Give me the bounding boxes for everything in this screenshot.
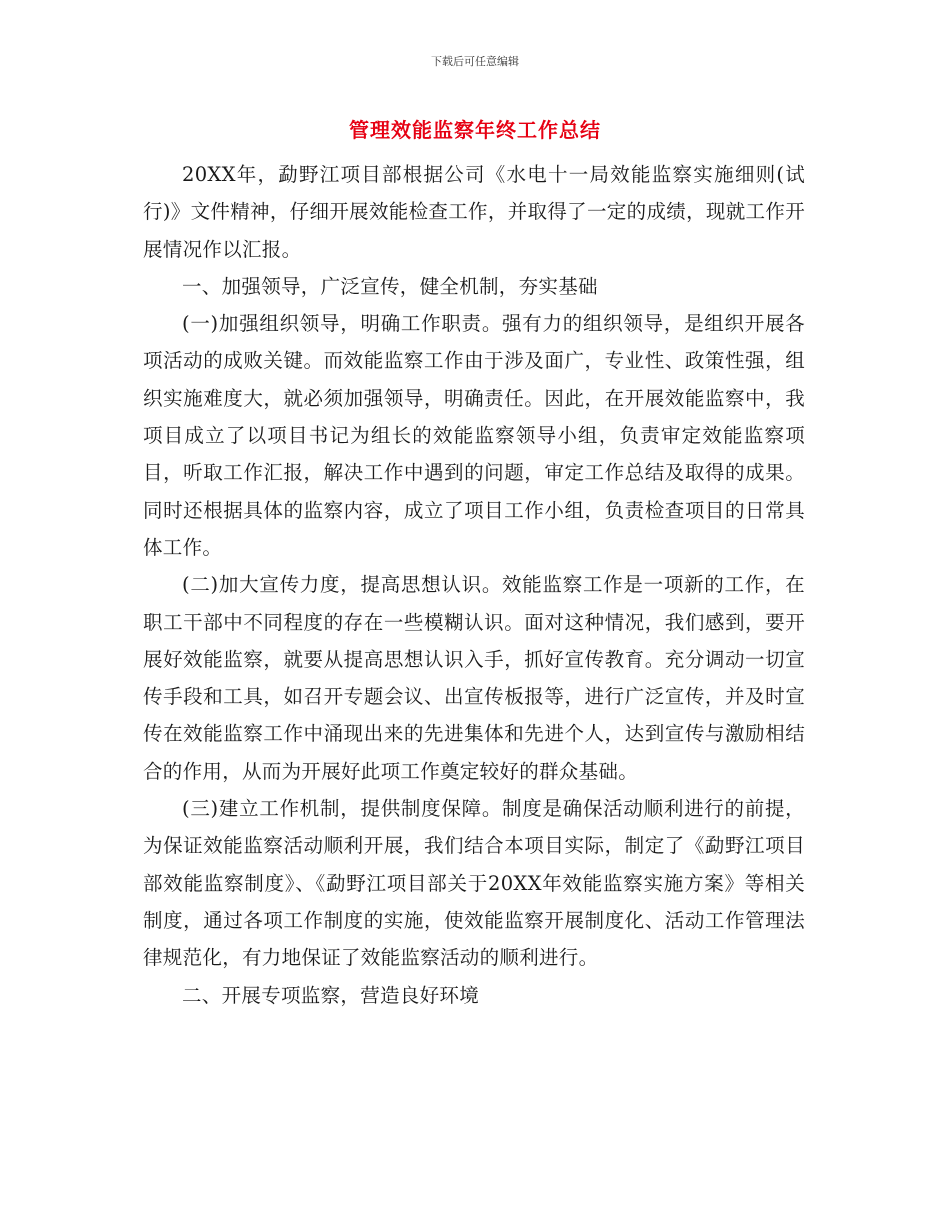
paragraph-1: (一)加强组织领导，明确工作职责。强有力的组织领导，是组织开展各项活动的成败关键。而效能监察工作由于涉及面广，专业性、政策性强，组织实施难度大，就必须加强领导，明确责任。因此，在开展效能监察中，我项目成立了以项目书记为组长的效能监察领导小组，负责审定效能监察项目，听取工作汇报，解决工作中遇到的问题，审定工作总结及取得的成果。同时还根据具体的监察内容，成立了项目工作小组，负责检查项目的日常具体工作。: [143, 312, 805, 559]
section-heading-2: 二、开展专项监察，营造良好环境: [182, 983, 480, 1007]
paragraph-3: (三)建立工作机制，提供制度保障。制度是确保活动顺利进行的前提，为保证效能监察活动顺利开展，我们结合本项目实际，制定了《勐野江项目部效能监察制度》、《勐野江项目部关于20XX年效能监察实施方案》等相关制度，通过各项工作制度的实施，使效能监察开展制度化、活动工作管理法律规范化，有力地保证了效能监察活动的顺利进行。: [143, 797, 805, 970]
header-note: 下载后可任意编辑: [431, 55, 519, 68]
document-title: 管理效能监察年终工作总结: [349, 118, 601, 142]
paragraph-intro: 20XX年，勐野江项目部根据公司《水电十一局效能监察实施细则(试行)》文件精神，仔细开展效能检查工作，并取得了一定的成绩，现就工作开展情况作以汇报。: [143, 163, 805, 261]
section-heading-1: 一、加强领导，广泛宣传，健全机制，夯实基础: [182, 274, 598, 298]
document-body: [143, 156, 805, 1014]
paragraph-2: (二)加大宣传力度，提高思想认识。效能监察工作是一项新的工作，在职工干部中不同程度的存在一些模糊认识。面对这种情况，我们感到，要开展好效能监察，就要从提高思想认识入手，抓好宣传教育。充分调动一切宣传手段和工具，如召开专题会议、出宣传板报等，进行广泛宣传，并及时宣传在效能监察工作中涌现出来的先进集体和先进个人，达到宣传与激励相结合的作用，从而为开展好此项工作奠定较好的群众基础。: [143, 573, 805, 783]
